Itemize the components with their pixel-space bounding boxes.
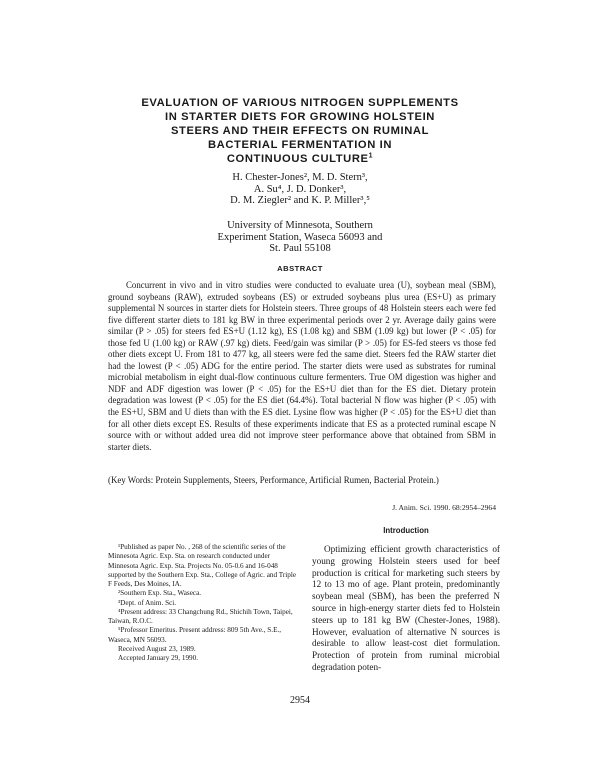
title-last-line: CONTINUOUS CULTURE (226, 153, 369, 165)
introduction-heading: Introduction (383, 526, 429, 535)
footnote: ⁴Present address: 33 Changchung Rd., Shichih Town, Taipei, Taiwan, R.O.C. (108, 607, 293, 625)
title-line: STEERS AND THEIR EFFECTS ON RUMINAL (170, 125, 429, 137)
footnote: ²Southern Exp. Sta., Waseca. (118, 589, 202, 598)
affiliation-line: St. Paul 55108 (269, 243, 331, 254)
keywords: (Key Words: Protein Supplements, Steers, Performance, Artificial Rumen, Bacterial Protein.) (108, 475, 439, 485)
author-line: H. Chester-Jones², M. D. Stern³, (232, 172, 368, 183)
author-line: A. Su⁴, J. D. Donker³, (253, 183, 347, 195)
page-number: 2954 (290, 695, 310, 706)
abstract-body: Concurrent in vivo and in vitro studies were conducted to evaluate urea (U), soybean meal (SBM), ground soybeans (RAW), extruded soybeans (ES) or extruded soybeans plus urea (ES+U) as primary supplemental N sources in starter diets for Holstein steers. Three groups of 48 Holstein steers each were fed five different starter diets to 181 kg BW in three experimental periods over 2 yr. Average daily gains were similar (P > .05) for steers fed ES+U (1.12 kg), ES (1.08 kg) and SBM (1.09 kg) but lower (P < .05) for those fed U (1.00 kg) or RAW (.97 kg) diets. Feed/gain was similar (P > .05) for ES-fed steers vs those fed other diets except U. From 181 to 477 kg, all steers were fed the same diet. Steers fed the RAW starter diet had the lowest (P < .05) ADG for the entire period. The starter diets were used as substrates for ruminal microbial metabolism in eight dual-flow continuous culture fermenters. True OM digestion was higher and NDF and ADF digestion was lower (P < .05) for the ES+U diet than for the ES diet. Dietary protein degradation was lowest (P < .05) for the ES diet (64.4%). Total bacterial N flow was higher (P < .05) with the ES+U, SBM and U diets than with the ES diet. Lysine flow was higher (P < .05) for the ES+U diet than for all other diets except ES. Results of these experiments indicate that ES as a protected ruminal escape N source with or without added urea did not improve steer performance above that obtained from SBM in starter diets. (108, 280, 496, 452)
footnotes (108, 543, 300, 663)
affiliation-line: University of Minnesota, Southern (227, 220, 373, 231)
author-line: D. M. Ziegler² and K. P. Miller³,⁵ (230, 195, 370, 206)
accepted-date: Accepted January 29, 1990. (118, 654, 199, 662)
footnote: ⁵Professor Emeritus. Present address: 809 5th Ave., S.E., Waseca, MN 56093. (108, 626, 282, 644)
title-line: IN STARTER DIETS FOR GROWING HOLSTEIN (165, 111, 435, 123)
affiliation (190, 220, 410, 255)
abstract-heading: ABSTRACT (277, 264, 323, 273)
title-line: BACTERIAL FERMENTATION IN (207, 139, 393, 151)
author-list (190, 172, 410, 207)
footnote: ³Dept. of Anim. Sci. (118, 598, 177, 607)
footnote: ¹Published as paper No. , 268 of the scientific series of the Minnesota Agric. Exp. Sta. on research conducted under Minnesota Agric. Exp. Sta. Projects No. 05-0.6 and 16-048 supported by the Southern Exp. Sta., College of Agric. and Triple F Feeds, Des Moines, IA. (108, 543, 297, 588)
affiliation-line: Experiment Station, Waseca 56093 and (217, 231, 383, 243)
journal-citation: J. Anim. Sci. 1990. 68:2954–2964 (392, 503, 496, 512)
title-footnote-mark: 1 (368, 152, 374, 160)
introduction-body: Optimizing efficient growth characteristics of young growing Holstein steers used for beef production is critical for marketing such steers by 12 to 13 mo of age. Plant protein, predominantly soybean meal (SBM), has been the preferred N source in high-energy starter diets fed to Holstein steers up to 181 kg BW (Chester-Jones, 1988). However, evaluation of alternative N sources is desirable to allow least-cost diet formulation. Protection of protein from ruminal microbial degradation poten- (312, 544, 500, 672)
article-title (120, 96, 480, 166)
title-line (120, 152, 480, 166)
title-line: EVALUATION OF VARIOUS NITROGEN SUPPLEMENTS (141, 97, 459, 109)
received-date: Received August 23, 1989. (118, 644, 196, 653)
